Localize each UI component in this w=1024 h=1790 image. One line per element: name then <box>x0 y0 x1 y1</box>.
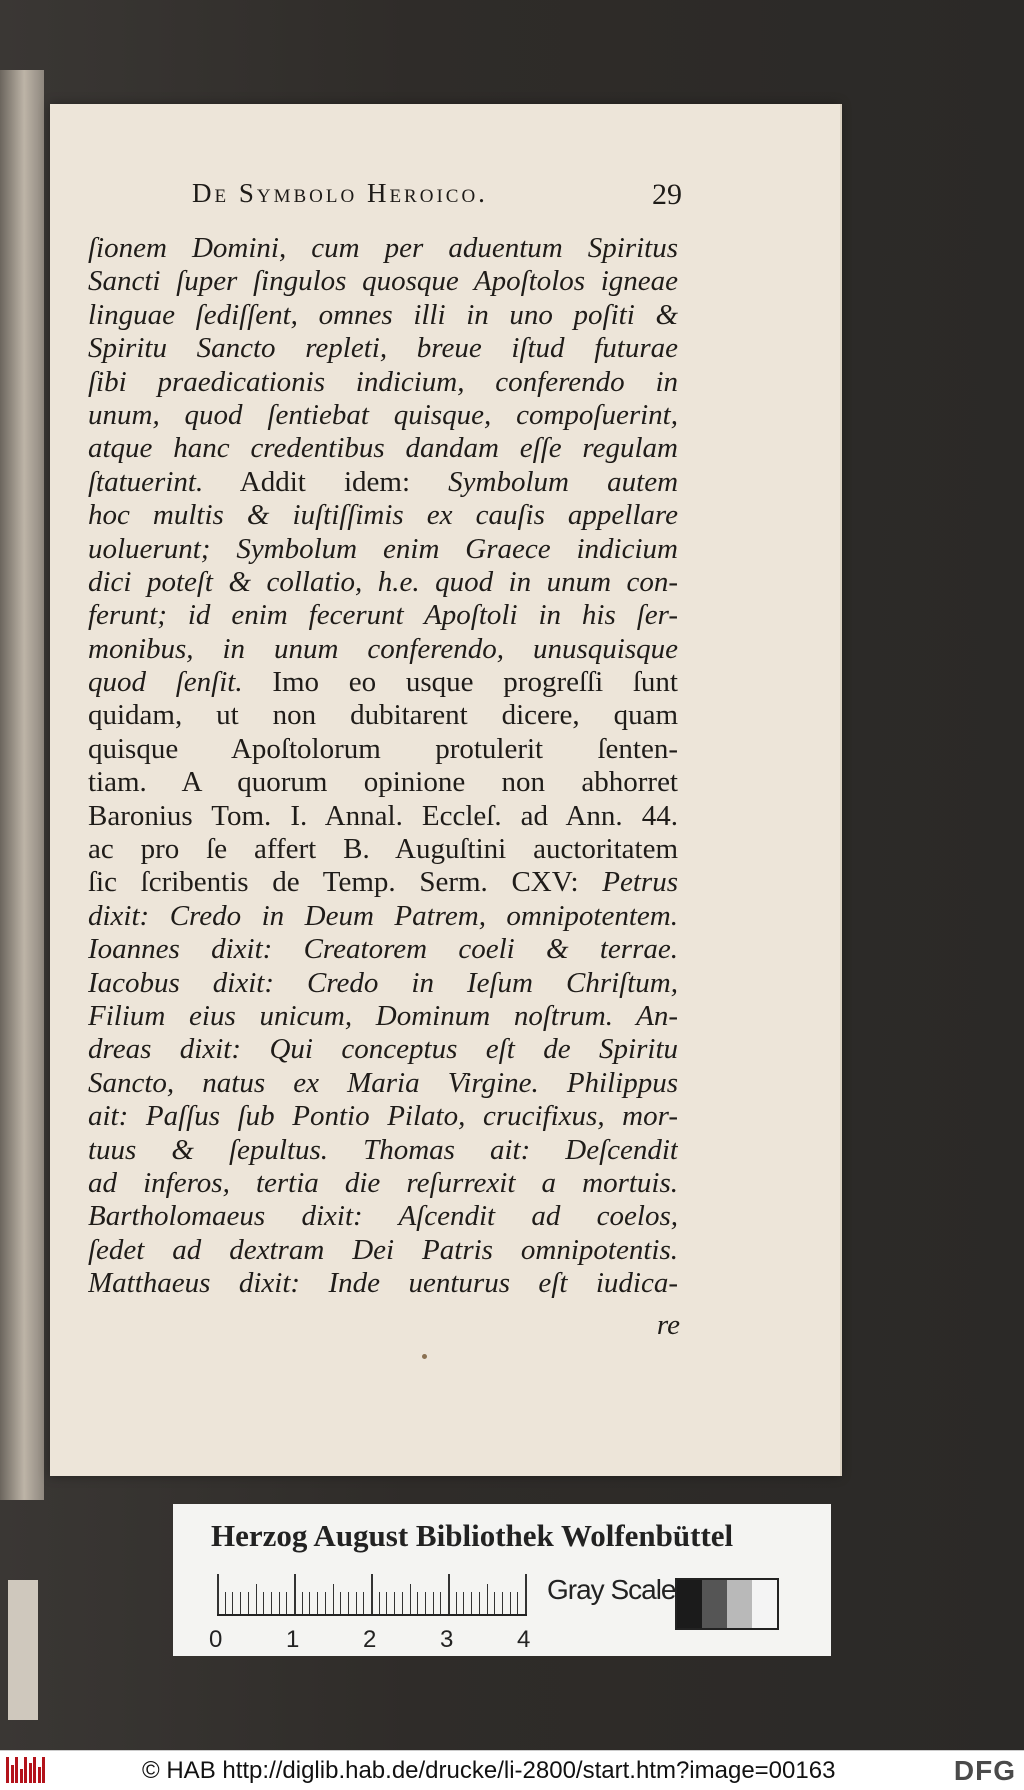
text-segment: Bartholomaeus dixit: Aſcendit ad coelos, <box>88 1200 678 1233</box>
logo-bar <box>6 1757 9 1783</box>
color-reference-card <box>173 1504 831 1656</box>
text-segment: quod ſenſit. <box>88 666 243 699</box>
ruler-tick <box>510 1592 511 1614</box>
ruler-tick <box>263 1592 264 1614</box>
logo-bar <box>33 1757 36 1783</box>
text-line <box>88 766 678 799</box>
logo-bar <box>42 1757 45 1783</box>
gray-step <box>677 1580 702 1628</box>
ruler-label: 4 <box>517 1626 531 1653</box>
ruler-label: 0 <box>209 1626 223 1653</box>
text-segment: Spiritu Sancto repleti, breue iſtud futurae <box>88 332 678 365</box>
logo-bar <box>11 1765 14 1783</box>
text-segment: dreas dixit: Qui conceptus eſt de Spiritu <box>88 1033 678 1066</box>
text-segment: tiam. A quorum opinione non abhorret <box>88 766 678 799</box>
logo-bar <box>15 1757 18 1783</box>
ruler-tick <box>348 1592 349 1614</box>
ruler-tick <box>410 1584 411 1614</box>
logo-bar <box>38 1767 41 1783</box>
ruler-tick <box>456 1592 457 1614</box>
ruler-tick <box>502 1592 503 1614</box>
text-line <box>88 666 678 699</box>
ruler-baseline <box>217 1614 527 1616</box>
viewer-footer <box>0 1750 1024 1790</box>
text-line <box>88 1000 678 1033</box>
text-segment: Symbolum autem <box>448 465 678 498</box>
text-segment: ſionem Domini, cum per aduentum Spiritus <box>88 232 678 264</box>
text-segment: Imo eo usque progreſſi ſunt <box>242 666 678 699</box>
dfg-logo[interactable]: DFG <box>953 1755 1016 1786</box>
text-line <box>88 1134 678 1167</box>
text-segment: ac pro ſe affert B. Auguſtini auctoritatem <box>88 833 678 866</box>
text-line <box>88 1167 678 1200</box>
ruler-tick <box>309 1592 310 1614</box>
running-head <box>50 178 840 218</box>
text-segment: tuus & ſepultus. Thomas ait: Deſcendit <box>88 1133 678 1166</box>
ruler-tick <box>333 1584 334 1614</box>
ruler-label: 2 <box>363 1626 377 1653</box>
ruler-tick <box>232 1592 233 1614</box>
ruler-tick <box>279 1592 280 1614</box>
text-segment: Filium eius unicum, Dominum noſtrum. An- <box>88 999 678 1032</box>
gray-step <box>702 1580 727 1628</box>
ruler-label: 3 <box>440 1626 454 1653</box>
text-segment: ſibi praedicationis indicium, conferendo in <box>88 365 678 398</box>
text-segment: Petrus <box>602 866 678 899</box>
catchword: re <box>656 1309 680 1341</box>
ruler-label: 1 <box>286 1626 300 1653</box>
text-segment: quisque Apoſtolorum protulerit ſenten- <box>88 732 678 765</box>
ruler-tick <box>448 1574 450 1614</box>
text-line <box>88 733 678 766</box>
text-line <box>88 800 678 833</box>
ruler-tick <box>317 1592 318 1614</box>
text-line <box>88 833 678 866</box>
text-line <box>88 633 678 666</box>
text-segment: ferunt; id enim fecerunt Apoſtoli in his ſer- <box>88 599 678 632</box>
ruler-tick <box>425 1592 426 1614</box>
ruler-tick <box>394 1592 395 1614</box>
text-line <box>88 1033 678 1066</box>
text-segment: unum, quod ſentiebat quisque, compoſuerint, <box>88 398 678 431</box>
gray-scale-label: Gray Scale <box>547 1574 676 1605</box>
text-segment: quidam, ut non dubitarent dicere, quam <box>88 699 678 732</box>
ruler-tick <box>517 1592 518 1614</box>
ruler-tick <box>325 1592 326 1614</box>
text-line <box>88 1234 678 1267</box>
ruler-tick <box>402 1592 403 1614</box>
text-line <box>88 399 678 432</box>
text-line <box>88 432 678 465</box>
logo-bar <box>29 1763 32 1783</box>
text-line <box>88 866 678 899</box>
ruler-tick <box>371 1574 373 1614</box>
ruler-tick <box>363 1592 364 1614</box>
ruler-tick <box>386 1592 387 1614</box>
text-line <box>88 566 678 599</box>
text-segment: Addit idem: <box>203 465 449 498</box>
text-line <box>88 933 678 966</box>
text-segment: monibus, in unum conferendo, unusquisque <box>88 632 678 665</box>
gray-scale-swatch <box>675 1578 779 1630</box>
text-segment: uoluerunt; Symbolum enim Graece indicium <box>88 532 678 565</box>
copyright-link[interactable]: © HAB http://diglib.hab.de/drucke/li-2800/start.htm?image=00163 <box>142 1757 836 1784</box>
text-segment: dici poteſt & collatio, h.e. quod in unum con- <box>88 565 678 598</box>
text-segment: Iacobus dixit: Credo in Ieſum Chriſtum, <box>88 966 678 999</box>
ruler-tick <box>302 1592 303 1614</box>
text-line <box>88 332 678 365</box>
text-segment: Baronius Tom. I. Annal. Eccleſ. ad Ann. 44. <box>88 799 678 832</box>
ruler-tick <box>525 1574 527 1614</box>
text-line <box>88 599 678 632</box>
text-line <box>88 533 678 566</box>
running-title: De Symbolo Heroico. <box>192 178 488 208</box>
facing-page-edge <box>0 70 44 1500</box>
text-line <box>88 1200 678 1233</box>
page-number: 29 <box>652 178 682 211</box>
gray-step <box>752 1580 777 1628</box>
ruler-tick <box>379 1592 380 1614</box>
text-line <box>88 299 678 332</box>
ruler-tick <box>417 1592 418 1614</box>
paper-speck <box>422 1354 427 1359</box>
text-segment: dixit: Credo in Deum Patrem, omnipotentem. <box>88 899 678 932</box>
text-segment: Ioannes dixit: Creatorem coeli & terrae. <box>88 933 678 966</box>
text-line <box>88 699 678 732</box>
text-segment: ſtatuerint. <box>88 465 204 498</box>
ruler-tick <box>356 1592 357 1614</box>
logo-bar <box>24 1757 27 1783</box>
logo-bar <box>20 1769 23 1783</box>
ruler-tick <box>479 1592 480 1614</box>
text-line <box>88 499 678 532</box>
ruler-tick <box>340 1592 341 1614</box>
ruler-tick <box>433 1592 434 1614</box>
ruler-tick <box>256 1584 257 1614</box>
text-segment: Sancti ſuper ſingulos quosque Apoſtolos igneae <box>88 265 678 298</box>
ruler-tick <box>240 1592 241 1614</box>
ruler-tick <box>471 1592 472 1614</box>
hab-logo-icon[interactable] <box>6 1757 46 1783</box>
text-segment: Matthaeus dixit: Inde uenturus eſt iudica- <box>88 1267 678 1300</box>
ruler-tick <box>487 1584 488 1614</box>
card-title: Herzog August Bibliothek Wolfenbüttel <box>211 1518 734 1553</box>
body-text <box>88 232 678 1301</box>
ruler-tick <box>463 1592 464 1614</box>
ruler-tick <box>217 1574 219 1614</box>
text-segment: ſedet ad dextram Dei Patris omnipotentis. <box>88 1233 678 1266</box>
text-line <box>88 265 678 298</box>
ruler-tick <box>225 1592 226 1614</box>
page-sliver <box>8 1580 38 1720</box>
gray-step <box>727 1580 752 1628</box>
text-segment: ait: Paſſus ſub Pontio Pilato, crucifixus, mor- <box>88 1100 678 1133</box>
text-segment: ad inferos, tertia die reſurrexit a mortuis. <box>88 1166 678 1199</box>
text-line <box>88 466 678 499</box>
text-line <box>88 366 678 399</box>
text-segment: ſic ſcribentis de Temp. Serm. CXV: <box>88 866 603 899</box>
text-line <box>88 232 678 265</box>
text-line <box>88 967 678 1000</box>
text-line <box>88 1267 678 1300</box>
ruler-tick <box>271 1592 272 1614</box>
text-line <box>88 1100 678 1133</box>
ruler-tick <box>286 1592 287 1614</box>
text-segment: linguae ſediſſent, omnes illi in uno poſiti & <box>88 298 678 331</box>
text-segment: hoc multis & iuſtiſſimis ex cauſis appellare <box>88 499 678 532</box>
ruler-tick <box>440 1592 441 1614</box>
measurement-ruler <box>217 1574 527 1618</box>
ruler-tick <box>294 1574 296 1614</box>
text-line <box>88 900 678 933</box>
text-segment: Sancto, natus ex Maria Virgine. Philippus <box>88 1066 678 1099</box>
text-line <box>88 1067 678 1100</box>
book-page <box>50 104 840 1476</box>
text-segment: atque hanc credentibus dandam eſſe regulam <box>88 432 678 465</box>
ruler-tick <box>494 1592 495 1614</box>
ruler-tick <box>248 1592 249 1614</box>
